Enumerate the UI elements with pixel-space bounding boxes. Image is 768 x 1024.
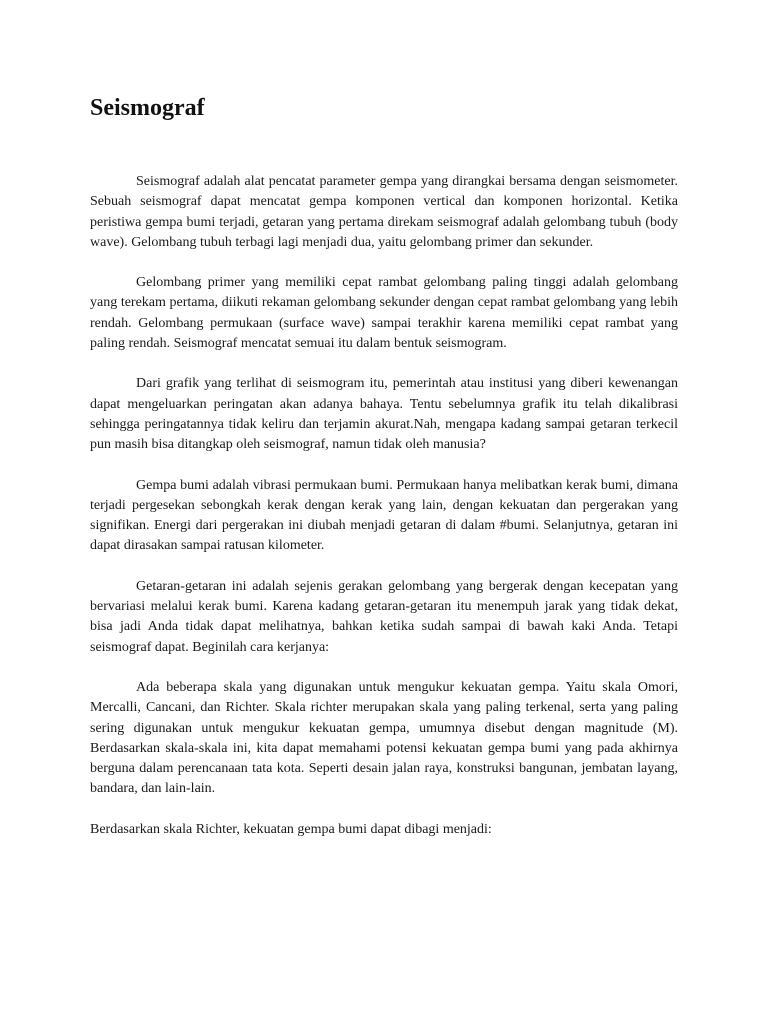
paragraph-4: Gempa bumi adalah vibrasi permukaan bumi. Permukaan hanya melibatkan kerak bumi, dimana terjadi pergesekan sebongkah kerak dengan kerak yang lain, dengan kekuatan dan pergerakan yang signifikan. Energi dari pergerakan ini diubah menjadi getaran di dalam #bumi. Selanjutnya, getaran ini dapat dirasakan sampai ratusan kilometer. [90, 477, 678, 554]
paragraph-5: Getaran-getaran ini adalah sejenis gerakan gelombang yang bergerak dengan kecepatan yang bervariasi melalui kerak bumi. Karena kadang getaran-getaran itu menempuh jarak yang tidak dekat, bisa jadi Anda tidak dapat melihatnya, bahkan ketika sudah sampai di bawah kaki Anda. Tetapi seismograf dapat. Beginilah cara kerjanya: [90, 578, 678, 655]
paragraph-2: Gelombang primer yang memiliki cepat rambat gelombang paling tinggi adalah gelombang yang terekam pertama, diikuti rekaman gelombang sekunder dengan cepat rambat gelombang yang lebih rendah. Gelombang permukaan (surface wave) sampai terakhir karena memiliki cepat rambat yang paling rendah. Seismograf mencatat semuai itu dalam bentuk seismogram. [90, 275, 678, 352]
paragraph-6: Ada beberapa skala yang digunakan untuk mengukur kekuatan gempa. Yaitu skala Omori, Mercalli, Cancani, dan Richter. Skala richter merupakan skala yang paling terkenal, serta yang paling sering digunakan untuk mengukur kekuatan gempa, umumnya disebut dengan magnitude (M). Berdasarkan skala-skala ini, kita dapat memahami potensi kekuatan gempa bumi yang pada akhirnya berguna dalam perencanaan tata kota. Seperti desain jalan raya, konstruksi bangunan, jembatan layang, bandara, dan lain-lain. [90, 679, 678, 797]
document-title: Seismograf [90, 95, 205, 121]
paragraph-3: Dari grafik yang terlihat di seismogram itu, pemerintah atau institusi yang diberi kewenangan dapat mengeluarkan peringatan akan adanya bahaya. Tentu sebelumnya grafik itu telah dikalibrasi sehingga peringatannya tidak keliru dan terjamin akurat.Nah, mengapa kadang sampai getaran terkecil pun masih bisa ditangkap oleh seismograf, namun tidak oleh manusia? [90, 376, 678, 453]
closing-line: Berdasarkan skala Richter, kekuatan gempa bumi dapat dibagi menjadi: [90, 821, 492, 837]
document-page [90, 92, 678, 860]
paragraph-1: Seismograf adalah alat pencatat parameter gempa yang dirangkai bersama dengan seismometer. Sebuah seismograf dapat mencatat gempa komponen vertical dan komponen horizontal. Ketika peristiwa gempa bumi terjadi, getaran yang pertama direkam seismograf adalah gelombang tubuh (body wave). Gelombang tubuh terbagi lagi menjadi dua, yaitu gelombang primer dan sekunder. [90, 174, 678, 250]
